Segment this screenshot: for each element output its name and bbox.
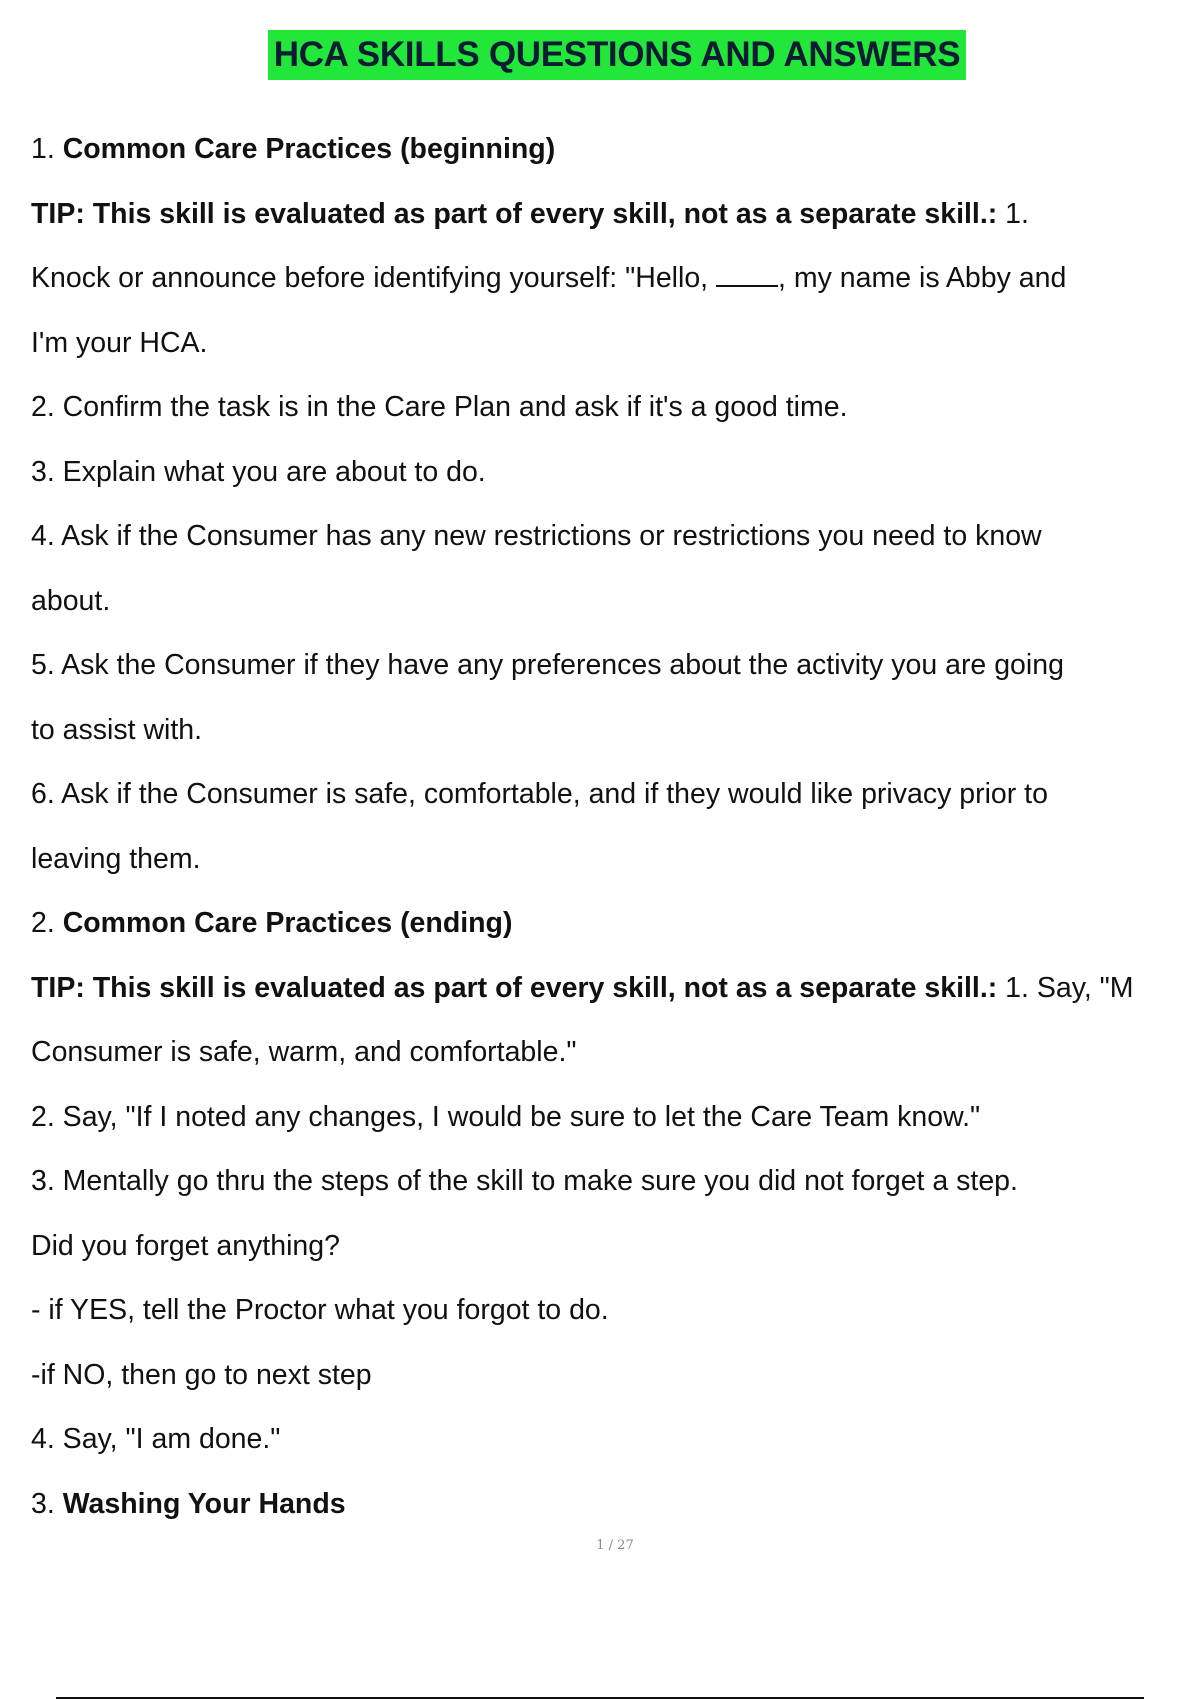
page-number: 1 / 27: [596, 1538, 634, 1553]
section-2-line: - if YES, tell the Proctor what you forgot to do.: [31, 1294, 609, 1326]
name-blank: [716, 263, 778, 287]
section-1-tip-tail: 1.: [997, 197, 1029, 230]
section-2-line: 2. Say, "If I noted any changes, I would be sure to let the Care Team know.": [31, 1100, 981, 1133]
section-3-heading: [31, 1472, 1200, 1537]
section-2-line: Did you forget anything?: [31, 1229, 340, 1262]
section-1-greeting-start: Knock or announce before identifying yourself: "Hello,: [31, 262, 717, 294]
section-1-title: Common Care Practices (beginning): [62, 133, 556, 165]
section-1-line: 6. Ask if the Consumer is safe, comfortable, and if they would like privacy prior to: [31, 778, 1048, 810]
section-1-line: [31, 246, 1200, 311]
section-2-title: Common Care Practices (ending): [62, 907, 513, 939]
section-1-line: to assist with.: [31, 713, 203, 746]
section-1-heading: [31, 117, 1200, 182]
footer-divider: [56, 1697, 1144, 1699]
section-1-greeting-end: , my name is Abby and: [778, 262, 1067, 294]
section-1-line: I'm your HCA.: [31, 326, 208, 359]
title-wrapper: [0, 30, 1200, 80]
section-1-line: 4. Ask if the Consumer has any new restrictions or restrictions you need to know: [31, 520, 1042, 552]
section-1-line: about.: [31, 584, 111, 617]
section-1-line: leaving them.: [31, 842, 201, 875]
section-3-number: 3.: [31, 1487, 63, 1520]
section-2-heading: [31, 891, 1200, 956]
section-2-line: 3. Mentally go thru the steps of the skill to make sure you did not forget a step.: [31, 1165, 1018, 1197]
section-2-number: 2.: [31, 907, 63, 939]
section-1-number: 1.: [31, 133, 63, 165]
section-1-line: 5. Ask the Consumer if they have any preferences about the activity you are going: [31, 649, 1064, 681]
section-1-tip-line: [31, 182, 1200, 247]
section-2-tip-line: [31, 956, 1200, 1021]
section-2-line: Consumer is safe, warm, and comfortable.": [31, 1036, 577, 1068]
document-body: [31, 117, 1200, 1536]
section-1-tip: TIP: This skill is evaluated as part of every skill, not as a separate skill.:: [31, 197, 998, 230]
section-2-line: -if NO, then go to next step: [31, 1358, 372, 1391]
section-2-line: 4. Say, "I am done.": [31, 1423, 281, 1455]
section-1-line: 3. Explain what you are about to do.: [31, 455, 486, 488]
section-1-line: 2. Confirm the task is in the Care Plan and ask if it's a good time.: [31, 391, 848, 423]
section-2-tip: TIP: This skill is evaluated as part of every skill, not as a separate skill.:: [31, 971, 998, 1004]
document-title: HCA SKILLS QUESTIONS AND ANSWERS: [268, 30, 967, 80]
section-3-title: Washing Your Hands: [62, 1487, 346, 1520]
section-2-tip-tail: 1. Say, "M: [997, 971, 1134, 1004]
